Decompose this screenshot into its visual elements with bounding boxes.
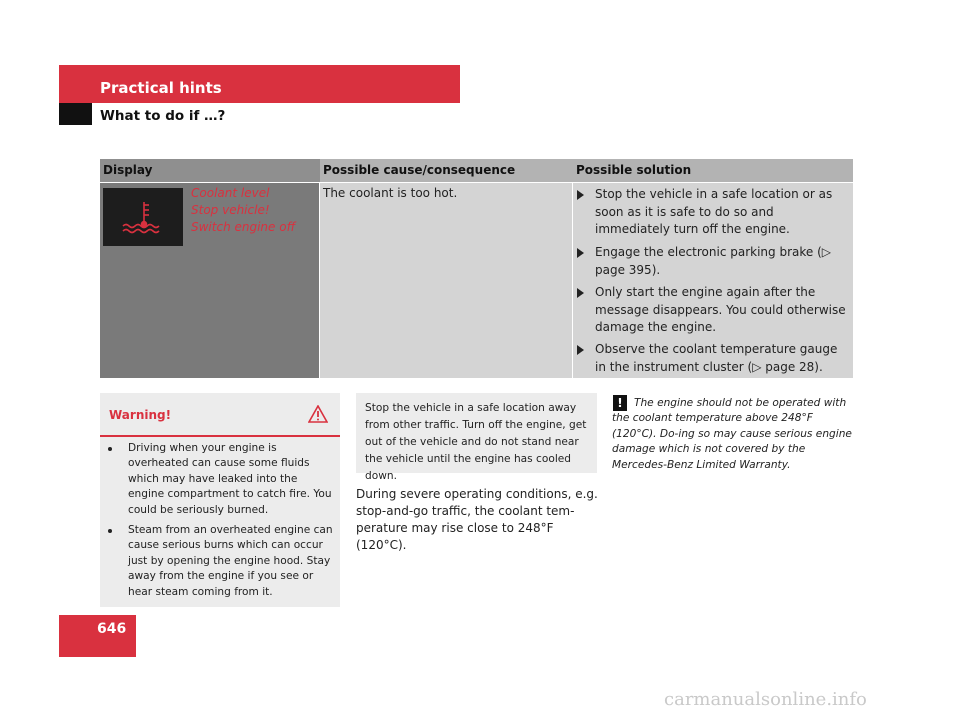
warning-bullet: Steam from an overheated engine can cause serious burns which can occur just by opening the engine hood. Stay away from the engine if you see or hear steam coming from it. [108, 523, 334, 600]
display-message-table [100, 159, 853, 378]
warning-triangle-icon [308, 405, 328, 423]
solution-cell [573, 183, 853, 378]
caution-text: The engine should not be operated with the coolant temperature above 248°F (120°C). Do-ing so may cause serious engine damage which is not covered by the Mercedes-Benz Limited Warranty. [612, 397, 852, 471]
display-cell [100, 183, 319, 378]
cause-cell [320, 183, 572, 378]
column-header-display: Display [100, 159, 322, 182]
column-header-solution: Possible solution [573, 159, 853, 182]
warning-box [100, 393, 340, 607]
bullet-dot-icon [108, 447, 112, 451]
header-marker [59, 103, 92, 125]
arrow-bullet-icon [577, 248, 584, 258]
caution-mark-icon: ! [613, 395, 627, 411]
section-title: Practical hints [100, 79, 222, 97]
warning-bullet: Driving when your engine is overheated can cause some fluids which may have leaked into the engine compartment to catch fire. You could be seriously burned. [108, 441, 334, 518]
warning-header [100, 393, 340, 437]
solution-step: Observe the coolant temperature gauge in the instrument cluster (▷ page 28). [577, 341, 849, 376]
arrow-bullet-icon [577, 345, 584, 355]
arrow-bullet-icon [577, 190, 584, 200]
column-header-cause: Possible cause/consequence [320, 159, 575, 182]
page-subtitle: What to do if …? [100, 108, 226, 124]
cause-text: The coolant is too hot. [323, 186, 458, 200]
display-line-2: Stop vehicle! [191, 203, 270, 217]
arrow-bullet-icon [577, 288, 584, 298]
display-screen [103, 188, 183, 246]
note-box [356, 393, 597, 482]
display-line-3: Switch engine off [191, 220, 296, 234]
solution-step: Engage the electronic parking brake (▷ page 395). [577, 244, 849, 279]
coolant-temperature-icon [103, 188, 183, 246]
solution-step: Stop the vehicle in a safe location or as soon as it is safe to do so and immediately turn off the engine. [577, 186, 849, 239]
warning-title: Warning! [109, 408, 172, 422]
display-message [191, 185, 295, 236]
bullet-dot-icon [108, 529, 112, 533]
watermark: carmanualsonline.info [664, 689, 867, 710]
display-line-1: Coolant level [191, 186, 270, 200]
body-paragraph: During severe operating conditions, e.g. stop-and-go traffic, the coolant tem-perature may rise close to 248°F (120°C). [356, 487, 598, 552]
page-number: 646 [97, 621, 127, 637]
solution-step: Only start the engine again after the message disappears. You could otherwise damage the engine. [577, 284, 849, 337]
note-text: Stop the vehicle in a safe location away from other traffic. Turn off the engine, get out of the vehicle and do not stand near the vehicle until the engine has cooled down. [365, 402, 587, 482]
